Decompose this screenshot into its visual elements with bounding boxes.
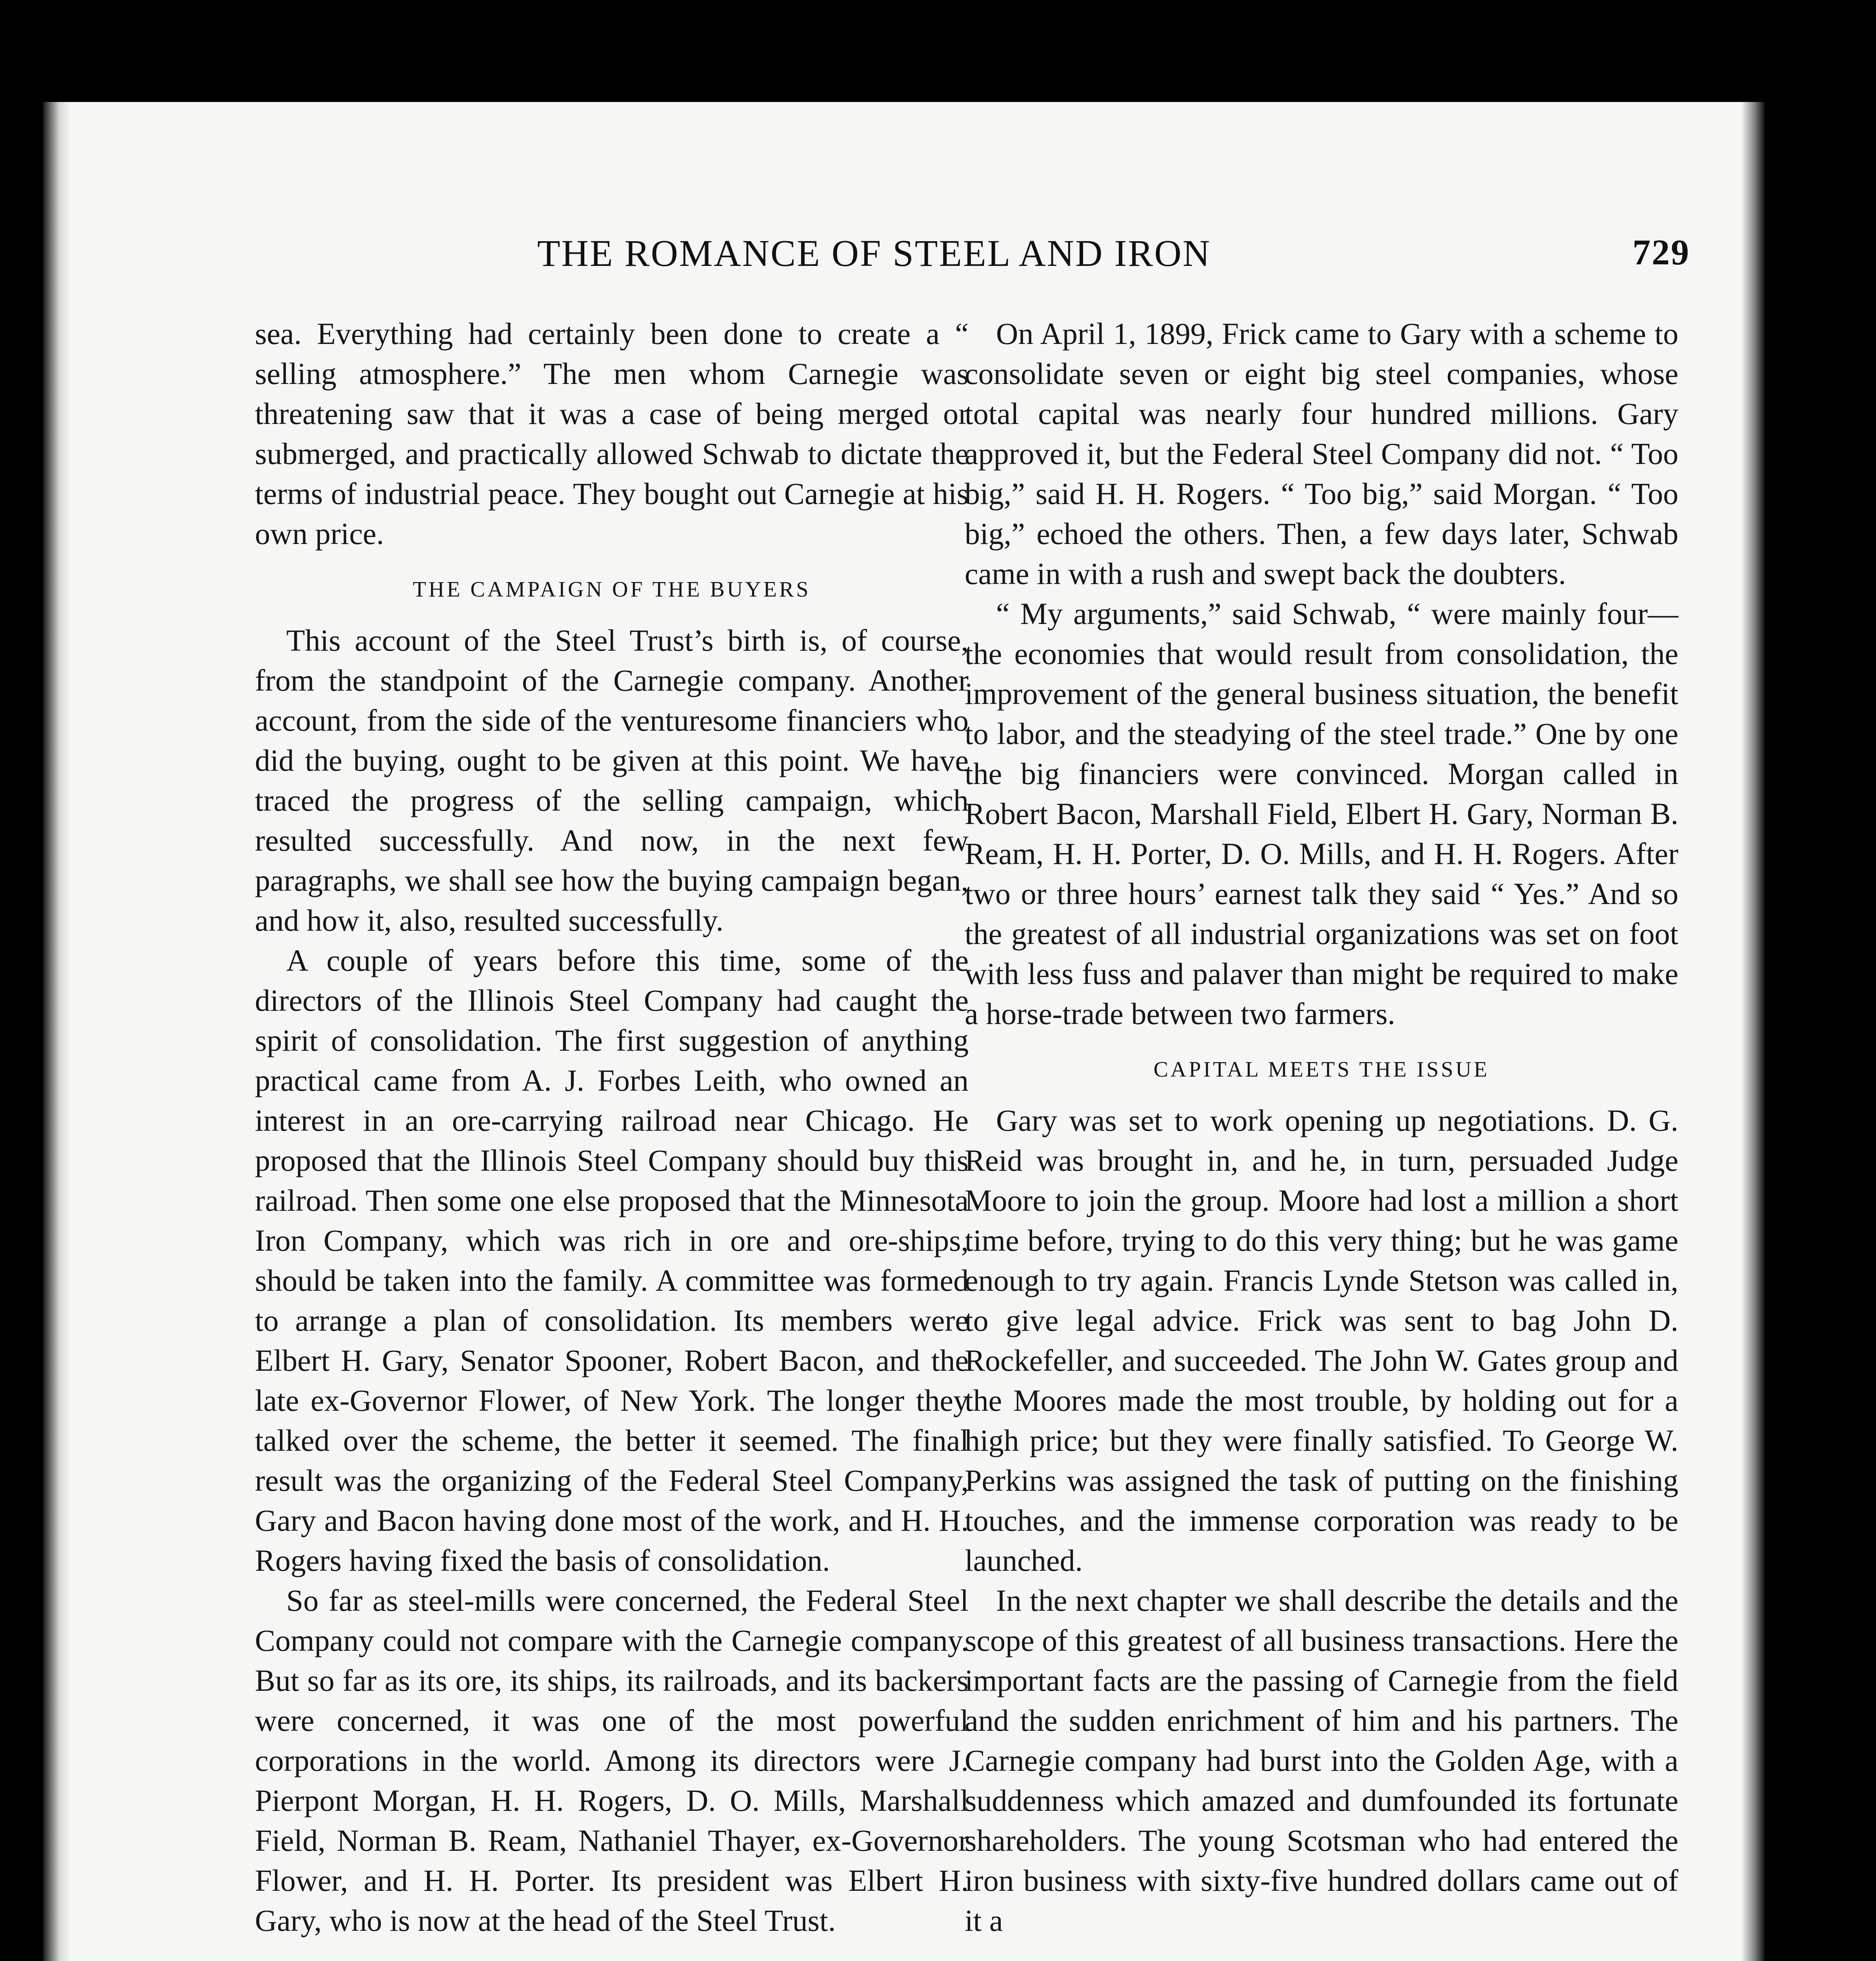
page-gutter-shadow [43, 102, 71, 1961]
running-head: THE ROMANCE OF STEEL AND IRON [537, 232, 1211, 274]
left-column [255, 314, 969, 1941]
paragraph: Gary was set to work opening up negotiations. D. G. Reid was brought in, and he, in turn, persuaded Judge Moore to join the group. Moore had lost a million a short time before, trying to do this very thing; but he was game enough to try again. Francis Lynde Stetson was called in, to give legal advice. Frick was sent to bag John D. Rockefeller, and succeeded. The John W. Gates group and the Moores made the most trouble, by holding out for a high price; but they were finally satisfied. To George W. Perkins was assigned the task of putting on the finishing touches, and the immense corporation was ready to be launched. [965, 1103, 1678, 1577]
section-heading: CAPITAL MEETS THE ISSUE [1153, 1057, 1490, 1082]
book-page [43, 102, 1765, 1961]
paragraph: So far as steel-mills were concerned, the Federal Steel Company could not compare with the Carnegie company. But so far as its ore, its ships, its railroads, and its backers were concerned, it was one of the most powerful corporations in the world. Among its directors were J. Pierpont Morgan, H. H. Rogers, D. O. Mills, Marshall Field, Norman B. Ream, Nathaniel Thayer, ex-Governor Flower, and H. H. Porter. Its president was Elbert H. Gary, who is now at the head of the Steel Trust. [255, 1583, 969, 1937]
paragraph: A couple of years before this time, some of the directors of the Illinois Steel Company had caught the spirit of consolidation. The first suggestion of anything practical came from A. J. Forbes Leith, who owned an interest in an ore-carrying railroad near Chicago. He proposed that the Illinois Steel Company should buy this railroad. Then some one else proposed that the Minnesota Iron Company, which was rich in ore and ore-ships, should be taken into the family. A committee was formed to arrange a plan of consolidation. Its members were Elbert H. Gary, Senator Spooner, Robert Bacon, and the late ex-Governor Flower, of New York. The longer they talked over the scheme, the better it seemed. The final result was the organizing of the Federal Steel Company, Gary and Bacon having done most of the work, and H. H. Rogers having fixed the basis of consolidation. [255, 943, 969, 1577]
page-edge-shadow [1741, 102, 1765, 1961]
paragraph: This account of the Steel Trust’s birth is, of course, from the standpoint of the Carnegie company. Another account, from the side of the venturesome financiers who did the buying, ought to be given at this point. We have traced the progress of the selling campaign, which resulted successfully. And now, in the next few paragraphs, we shall see how the buying campaign began, and how it, also, resulted successfully. [255, 623, 969, 937]
page-number: 729 [1632, 232, 1690, 272]
paragraph: In the next chapter we shall describe the details and the scope of this greatest of all business transactions. Here the important facts are the passing of Carnegie from the field and the sudden enrichment of him and his partners. The Carnegie company had burst into the Golden Age, with a suddenness which amazed and dumfounded its fortunate shareholders. The young Scotsman who had entered the iron business with sixty-five hundred dollars came out of it a [965, 1583, 1678, 1937]
paragraph: “ My arguments,” said Schwab, “ were mainly four—the economies that would result from consolidation, the improvement of the general business situation, the benefit to labor, and the steadying of the steel trade.” One by one the big financiers were convinced. Morgan called in Robert Bacon, Marshall Field, Elbert H. Gary, Norman B. Ream, H. H. Porter, D. O. Mills, and H. H. Rogers. After two or three hours’ earnest talk they said “ Yes.” And so the greatest of all industrial organizations was set on foot with less fuss and palaver than might be required to make a horse-trade between two farmers. [965, 597, 1678, 1031]
paragraph: sea. Everything had certainly been done to create a “ selling atmosphere.” The men whom Carnegie was threatening saw that it was a case of being merged or submerged, and practically allowed Schwab to dictate the terms of industrial peace. They bought out Carnegie at his own price. [255, 317, 969, 551]
right-column [965, 314, 1678, 1941]
section-heading: THE CAMPAIGN OF THE BUYERS [413, 577, 811, 602]
paragraph: On April 1, 1899, Frick came to Gary with a scheme to consolidate seven or eight big steel companies, whose total capital was nearly four hundred millions. Gary approved it, but the Federal Steel Company did not. “ Too big,” said H. H. Rogers. “ Too big,” said Morgan. “ Too big,” echoed the others. Then, a few days later, Schwab came in with a rush and swept back the doubters. [965, 317, 1678, 591]
